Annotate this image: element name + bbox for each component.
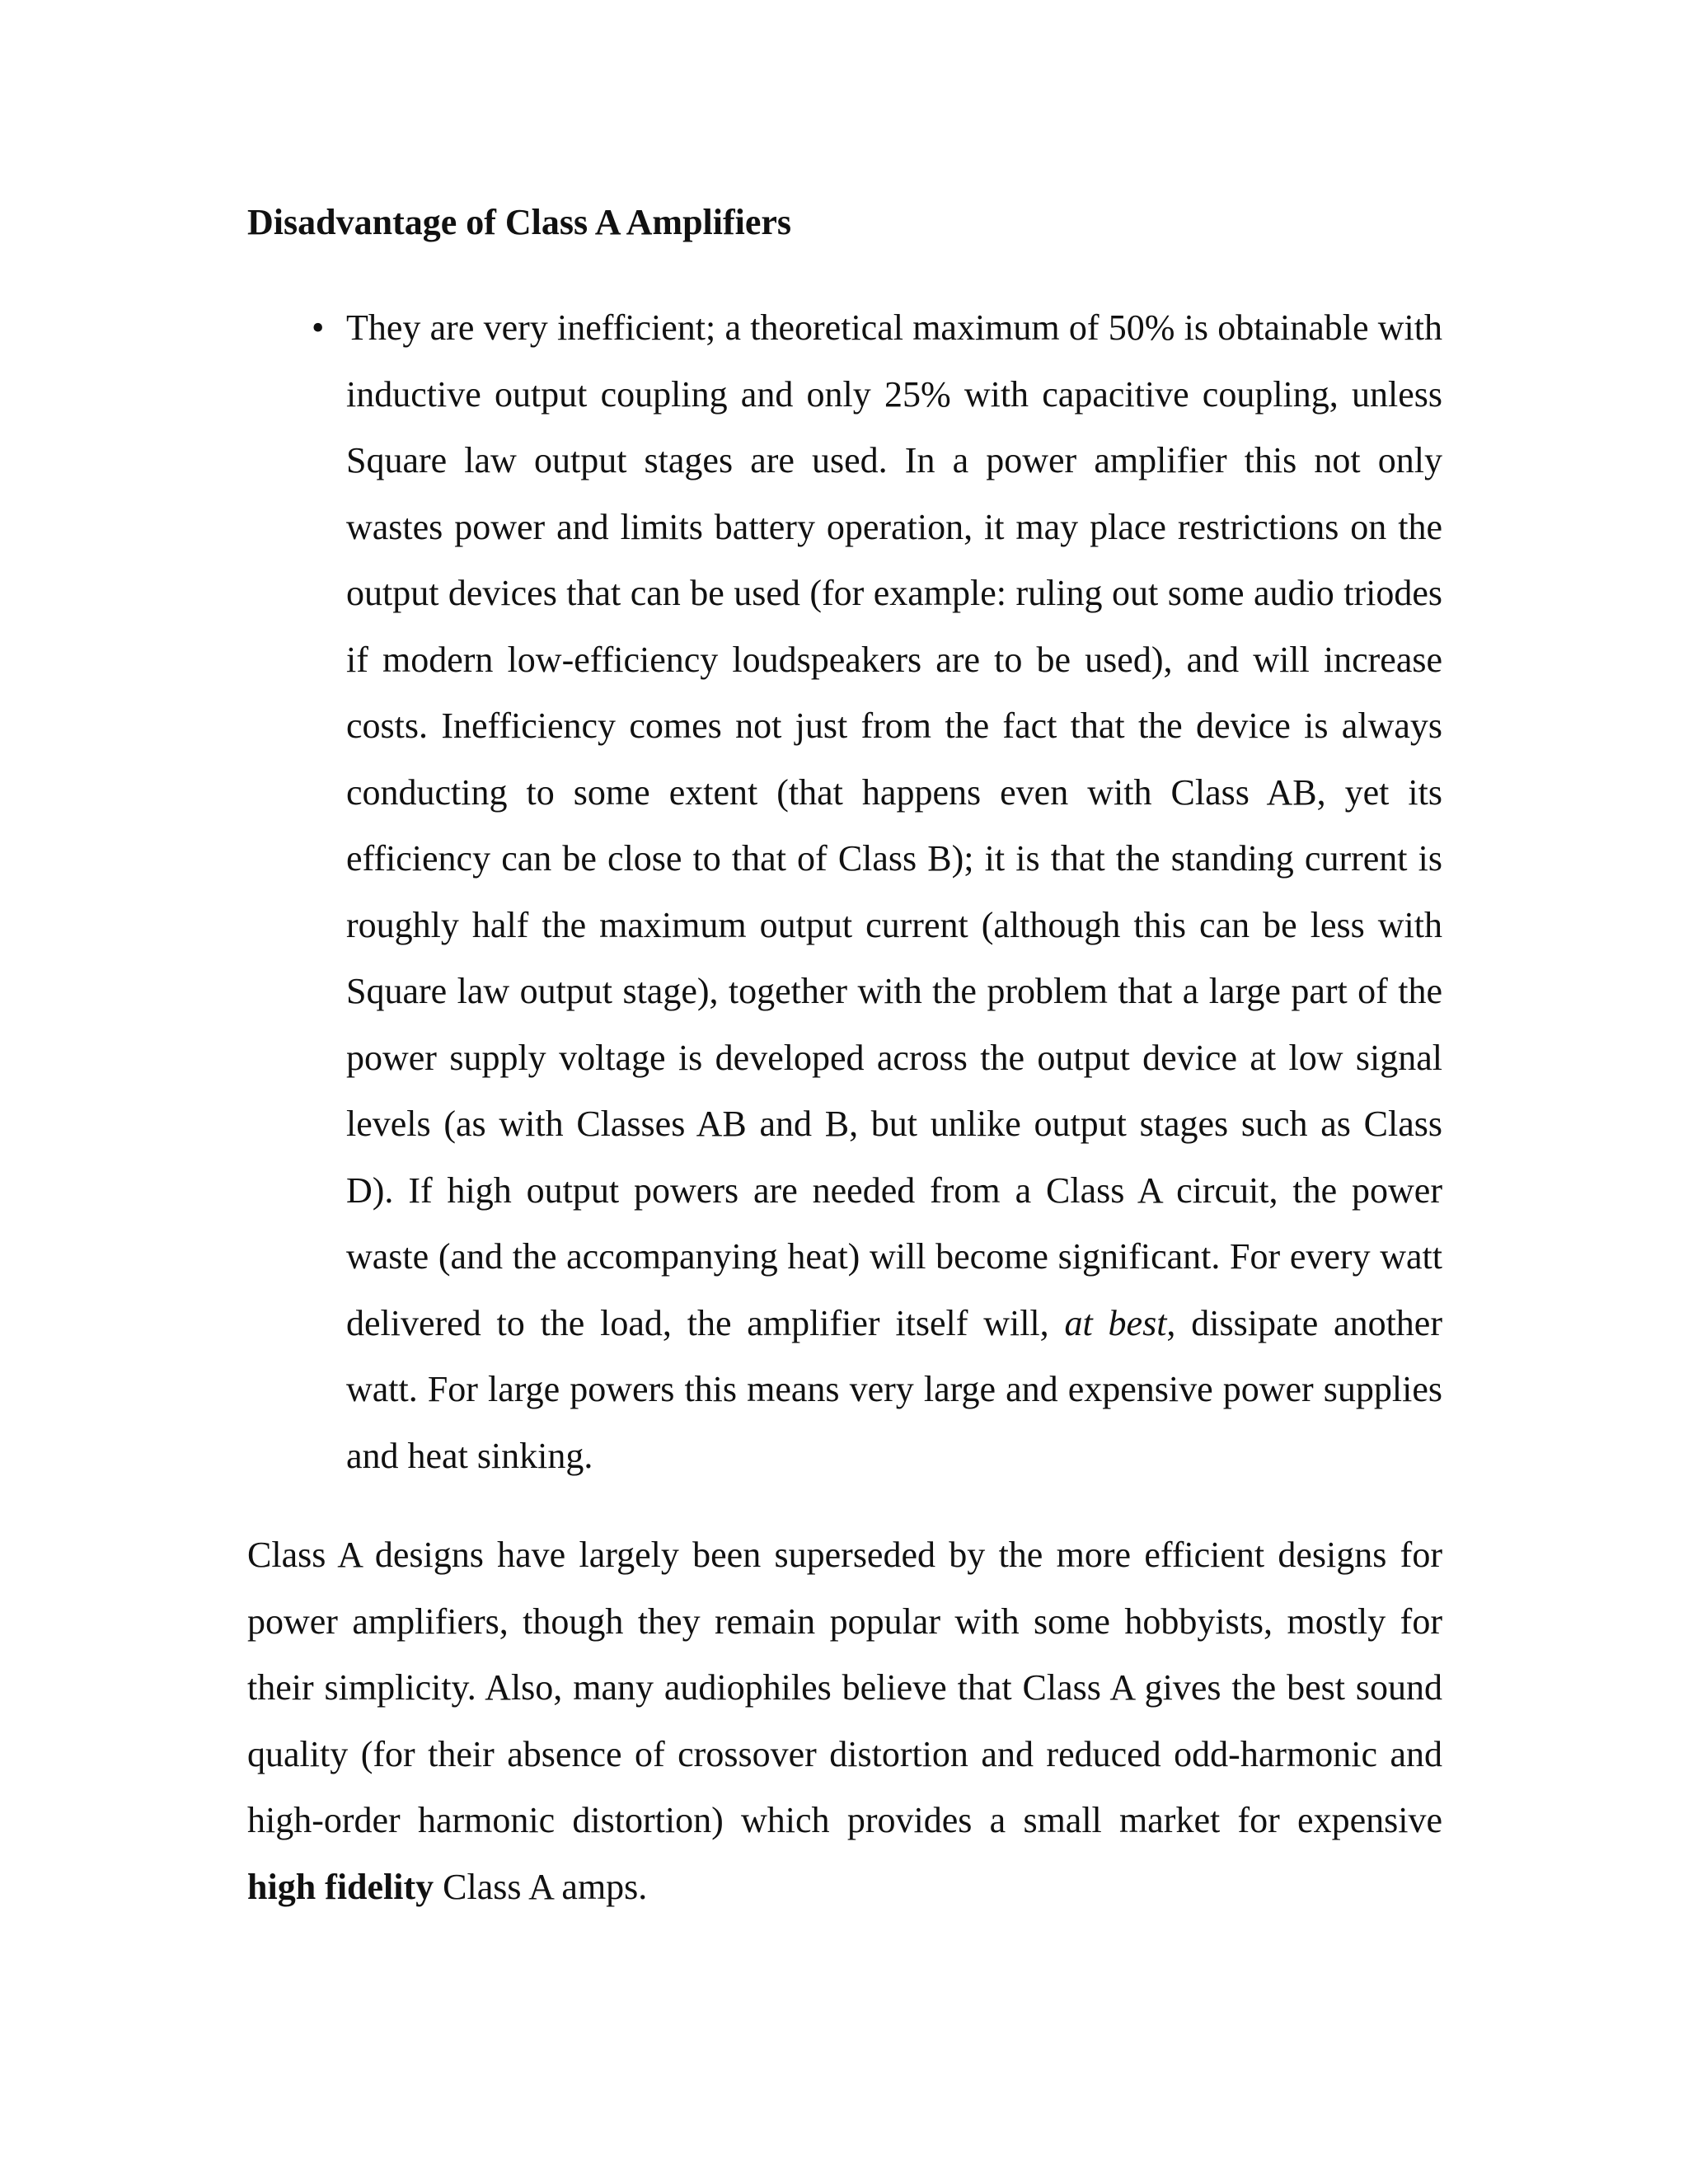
bullet-text-italic: at best: [1064, 1302, 1167, 1343]
bullet-marker: •: [312, 307, 325, 348]
section-heading: Disadvantage of Class A Amplifiers: [247, 202, 792, 242]
bullet-text-part2: , dissipate another watt. For large powers this means very large and expensive power supplies and heat sinking.: [346, 1302, 1442, 1476]
document-page: [247, 198, 1442, 1920]
bullet-list: [247, 295, 1442, 1489]
paragraph-text-part1: Class A designs have largely been superseded by the more efficient designs for power amplifiers, though they remain popular with some hobbyists, mostly for their simplicity. Also, many audiophiles believe that Class A gives the best sound quality (for their absence of crossover distortion and reduced odd-harmonic and high-order harmonic distortion) which provides a small market for expensive: [247, 1535, 1442, 1840]
body-paragraph: [247, 1522, 1442, 1920]
list-item: [247, 295, 1442, 1489]
paragraph-text-bold: high fidelity: [247, 1866, 434, 1907]
bullet-text-part1: They are very inefficient; a theoretical maximum of 50% is obtainable with inductive output coupling and only 25% with capacitive coupling, unless Square law output stages are used. In a power amplifier this not only wastes power and limits battery operation, it may place restrictions on the output devices that can be used (for example: ruling out some audio triodes if modern low-efficiency loudspeakers are to be used), and will increase costs. Inefficiency comes not just from the fact that the device is always conducting to some extent (that happens even with Class AB, yet its efficiency can be close to that of Class B); it is that the standing current is roughly half the maximum output current (although this can be less with Square law output stage), together with the problem that a large part of the power supply voltage is developed across the output device at low signal levels (as with Classes AB and B, but unlike output stages such as Class D). If high output powers are needed from a Class A circuit, the power waste (and the accompanying heat) will become significant. For every watt delivered to the load, the amplifier itself will,: [346, 307, 1442, 1343]
paragraph-text-part2: Class A amps.: [434, 1866, 648, 1907]
